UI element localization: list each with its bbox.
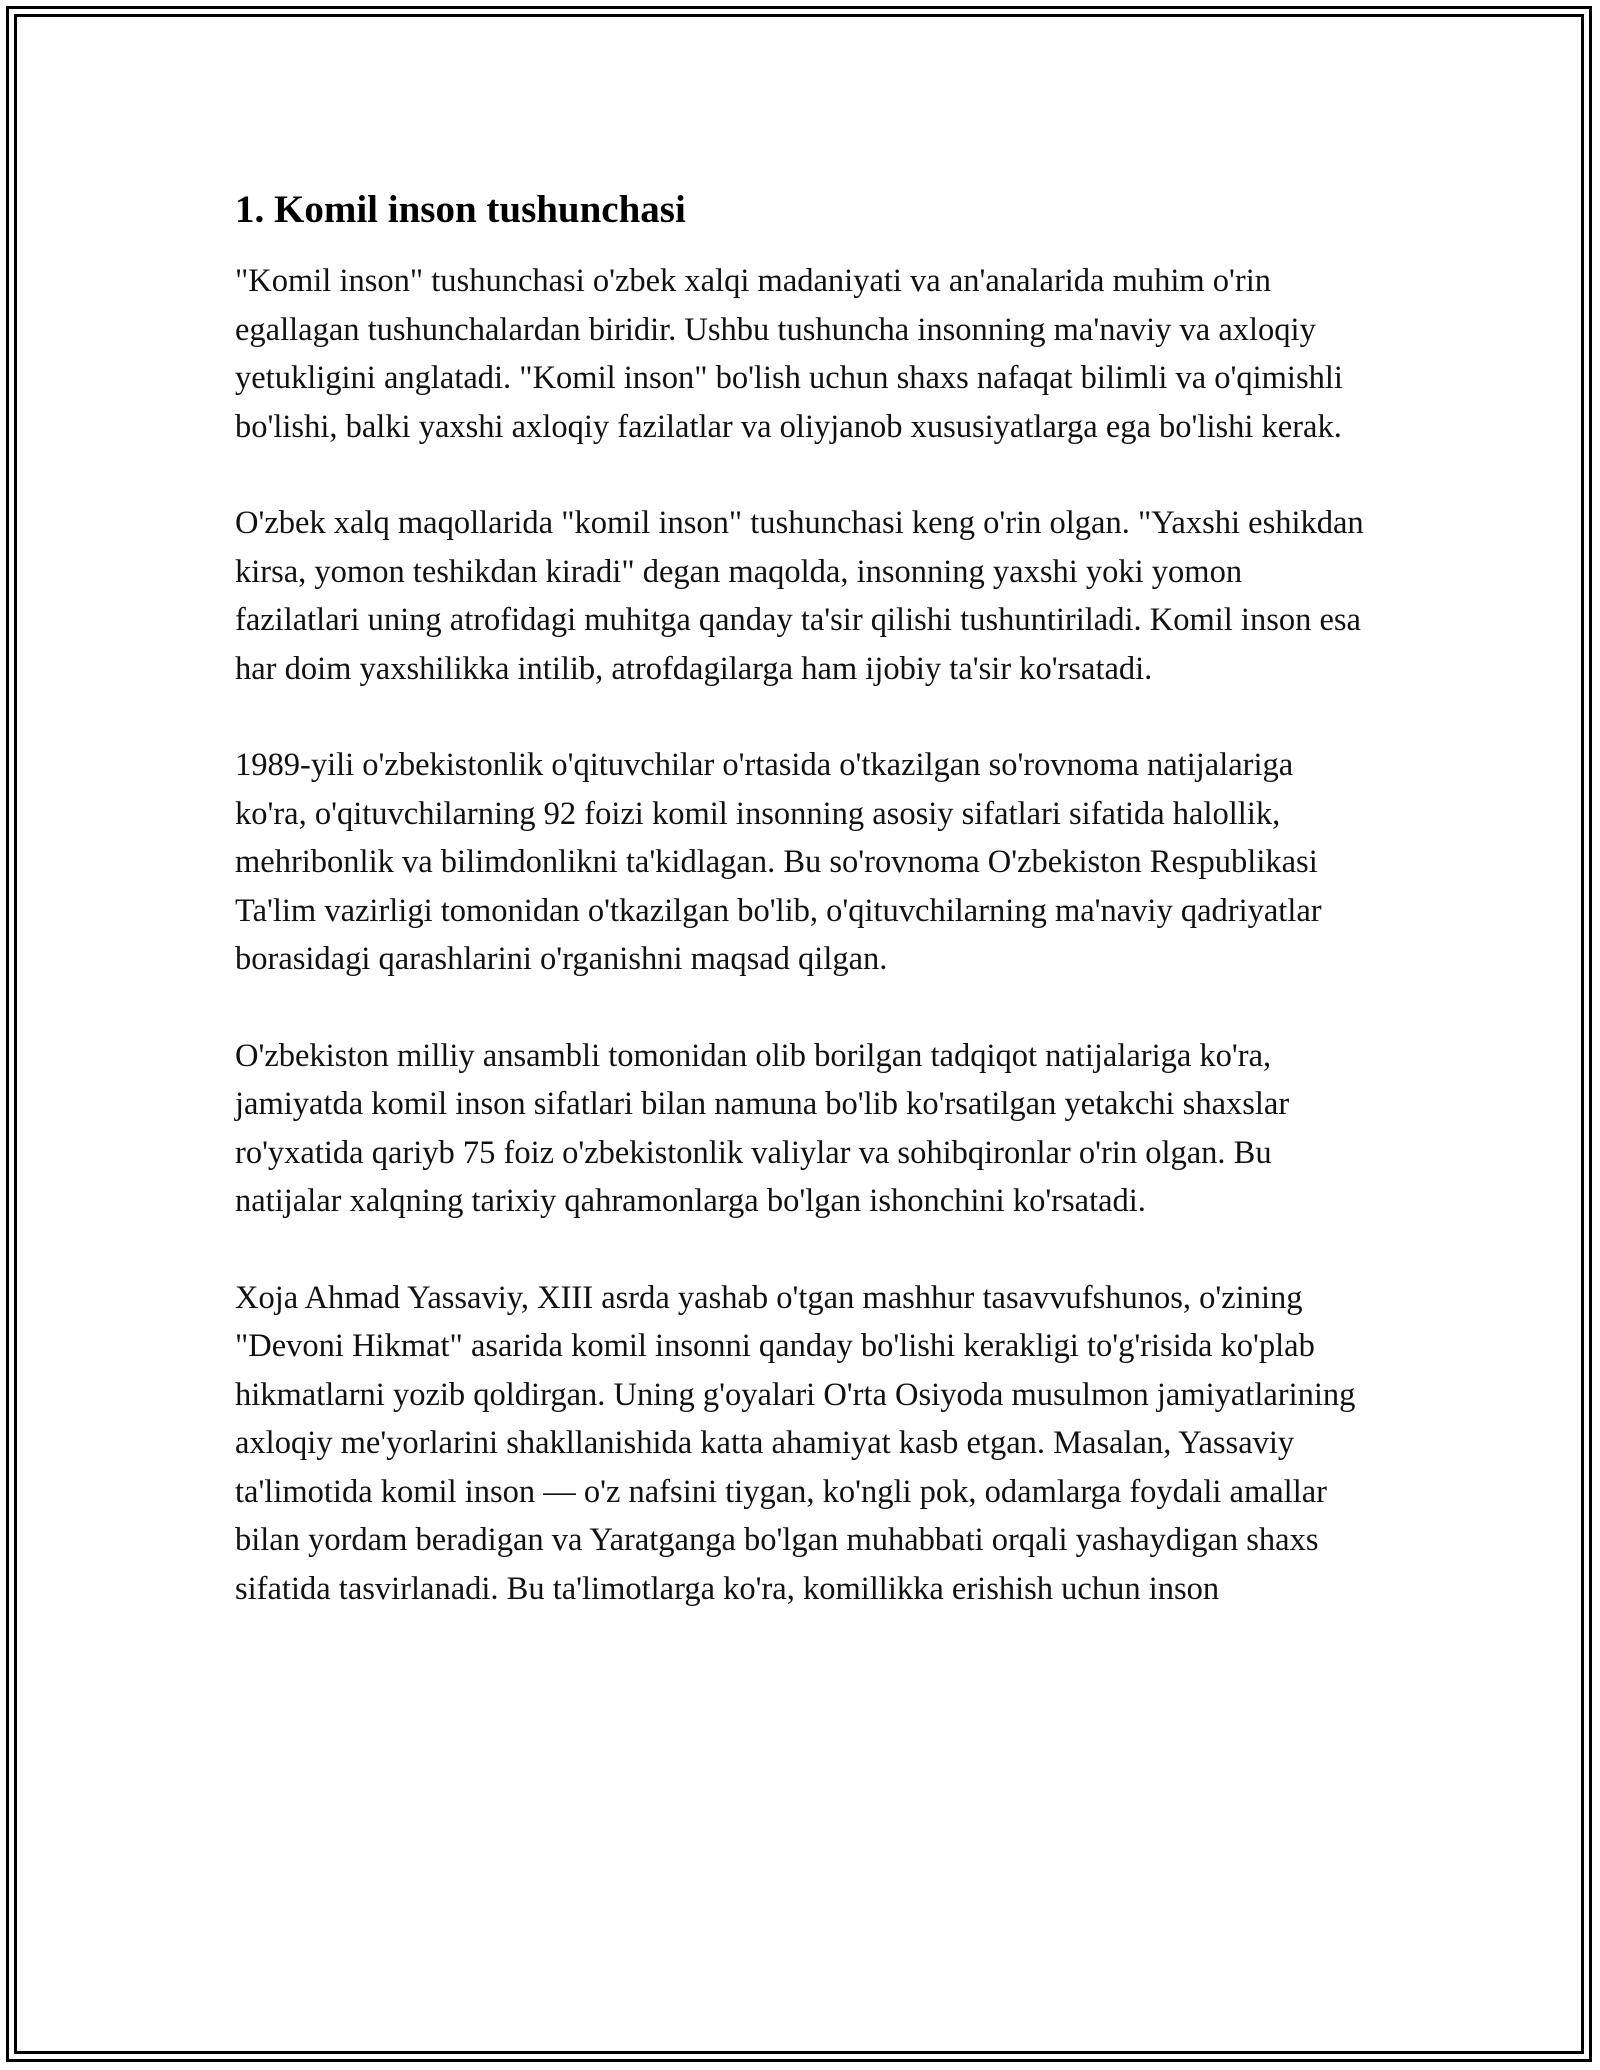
paragraph-2: O'zbek xalq maqollarida "komil inson" tushunchasi keng o'rin olgan. "Yaxshi eshikdan kirsa, yomon teshikdan kiradi" degan maqolda, insonning yaxshi yoki yomon fazilatlari uning atrofidagi muhitga qanday ta'sir qilishi tushuntiriladi. Komil inson esa har doim yaxshilikka intilib, atrofdagilarga ham ijobiy ta'sir ko'rsatadi.: [235, 505, 1364, 687]
paragraph-4: O'zbekiston milliy ansambli tomonidan olib borilgan tadqiqot natijalariga ko'ra, jamiyatda komil inson sifatlari bilan namuna bo'lib ko'rsatilgan yetakchi shaxslar ro'yxatida qariyb 75 foiz o'zbekistonlik valiylar va sohibqironlar o'rin olgan. Bu natijalar xalqning tarixiy qahramonlarga bo'lgan ishonchini ko'rsatadi.: [235, 1037, 1290, 1219]
paragraph-3: 1989-yili o'zbekistonlik o'qituvchilar o'rtasida o'tkazilgan so'rovnoma natijalariga ko'ra, o'qituvchilarning 92 foizi komil insonning asosiy sifatlari sifatida halollik, mehribonlik va bilimdonlikni ta'kidlagan. Bu so'rovnoma O'zbekiston Respublikasi Ta'lim vazirligi tomonidan o'tkazilgan bo'lib, o'qituvchilarning ma'naviy qadriyatlar borasidagi qarashlarini o'rganishni maqsad qilgan.: [235, 747, 1322, 977]
paragraph-5: Xoja Ahmad Yassaviy, XIII asrda yashab o'tgan mashhur tasavvufshunos, o'zining "Devoni Hikmat" asarida komil insonni qanday bo'lishi kerakligi to'g'risida ko'plab hikmatlarni yozib qoldirgan. Uning g'oyalari O'rta Osiyoda musulmon jamiyatlarining axloqiy me'yorlarini shakllanishida katta ahamiyat kasb etgan. Masalan, Yassaviy ta'limotida komil inson — o'z nafsini tiygan, ko'ngli pok, odamlarga foydali amallar bilan yordam beradigan va Yaratganga bo'lgan muhabbati orqali yashaydigan shaxs sifatida tasvirlanadi. Bu ta'limotlarga ko'ra, komillikka erishish uchun inson: [235, 1279, 1356, 1607]
section-heading: 1. Komil inson tushunchasi: [235, 188, 686, 231]
paragraph-1: "Komil inson" tushunchasi o'zbek xalqi madaniyati va an'analarida muhim o'rin egallagan tushunchalardan biridir. Ushbu tushuncha insonning ma'naviy va axloqiy yetukligini anglatadi. "Komil inson" bo'lish uchun shaxs nafaqat bilimli va o'qimishli bo'lishi, balki yaxshi axloqiy fazilatlar va oliyjanob xususiyatlarga ega bo'lishi kerak.: [235, 263, 1343, 445]
document-body: [235, 185, 1365, 1613]
